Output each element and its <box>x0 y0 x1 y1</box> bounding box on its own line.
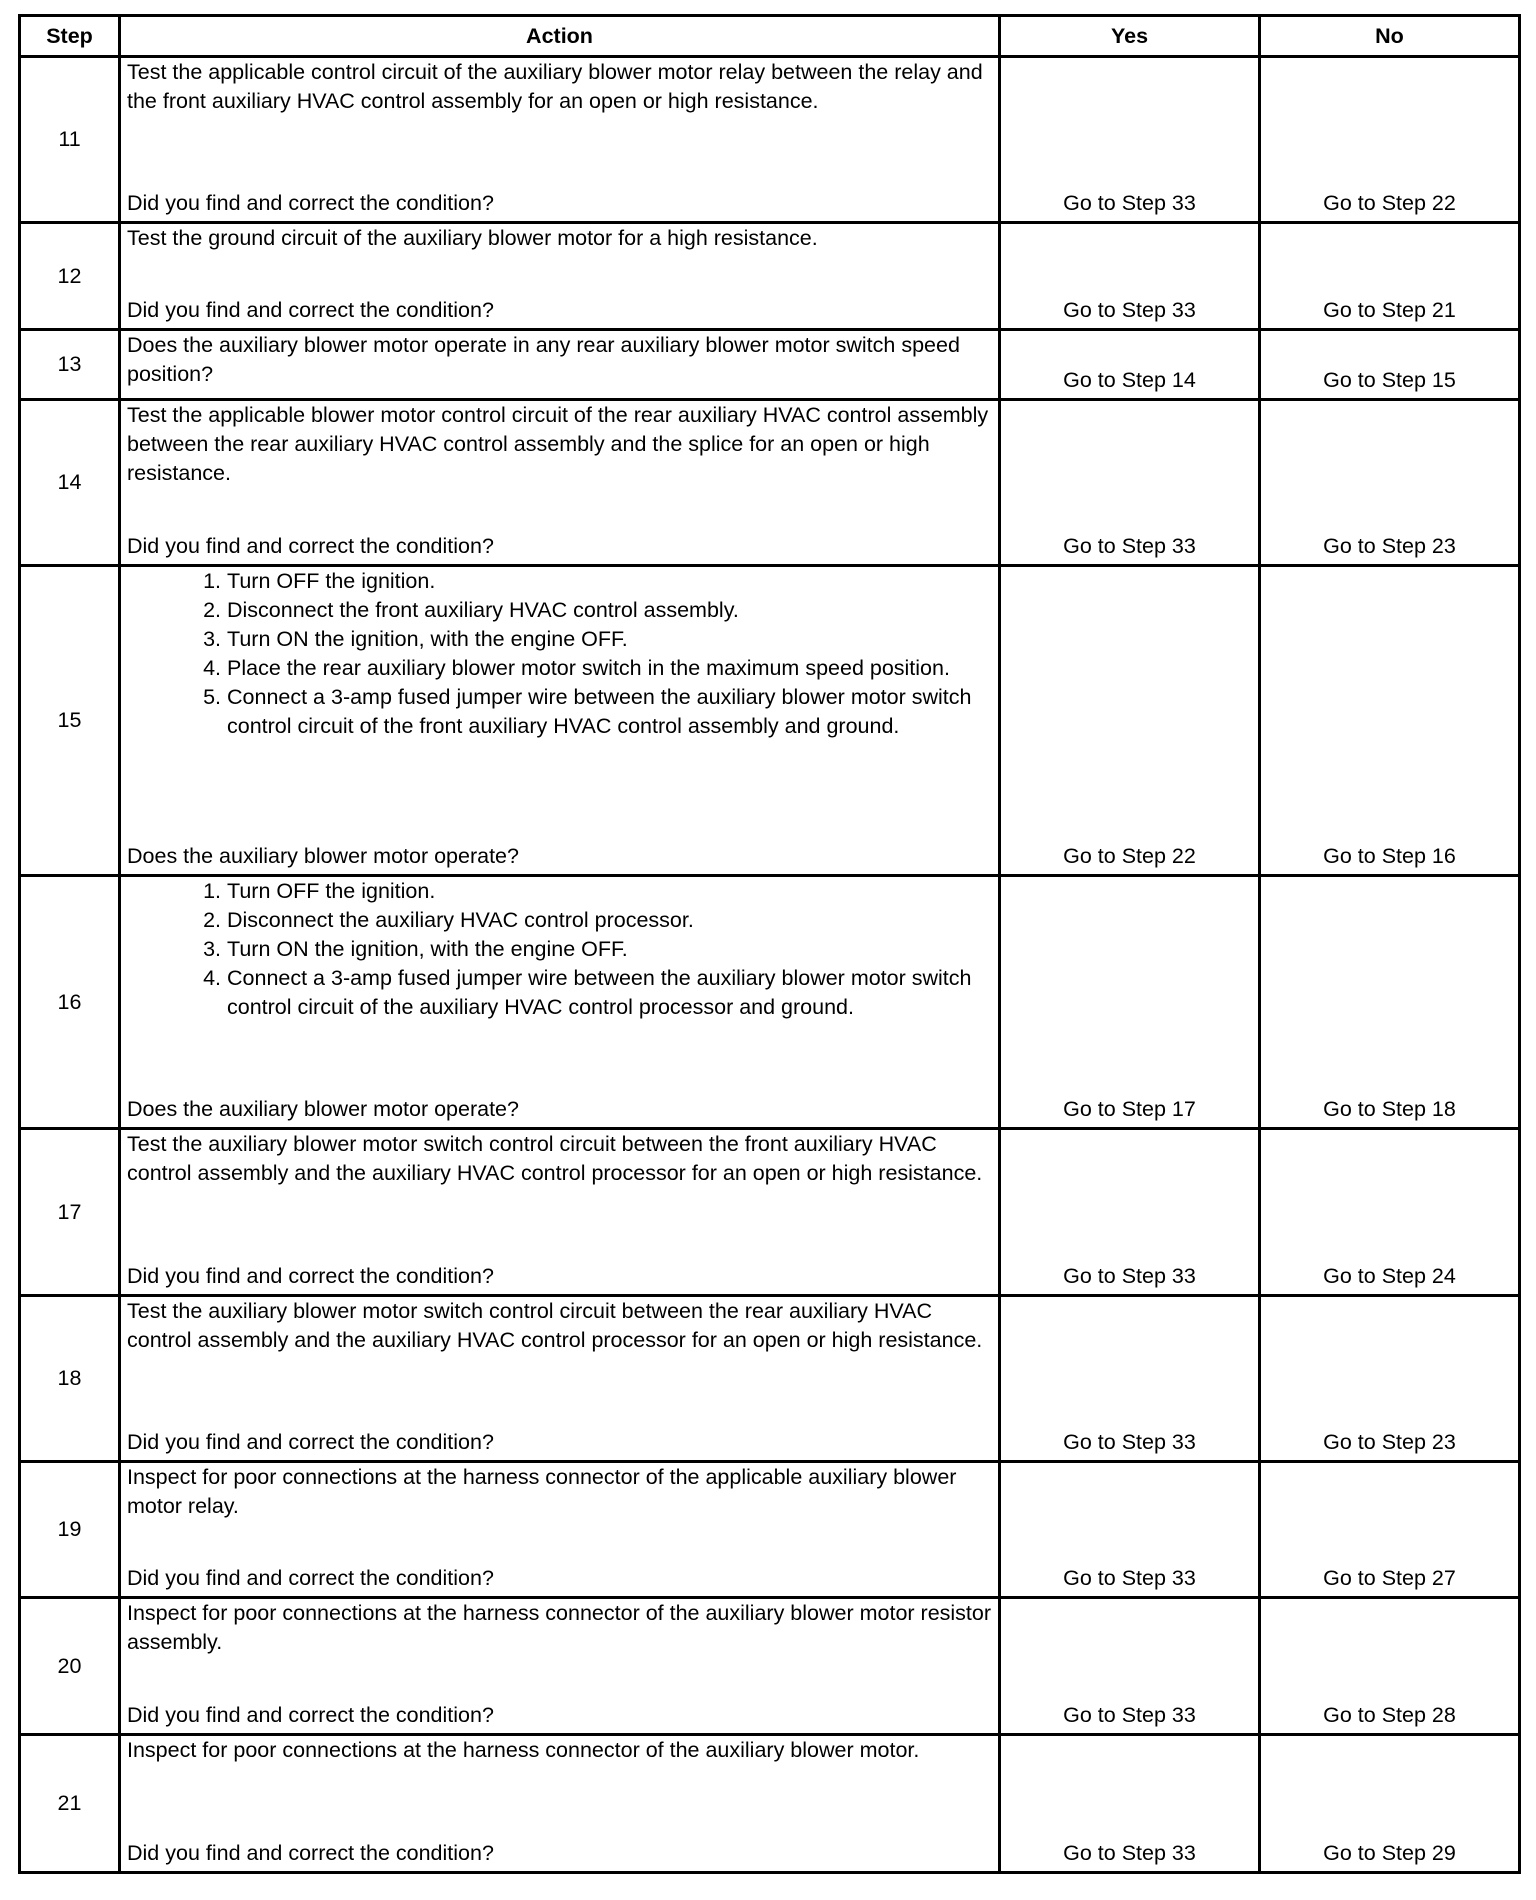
step-number: 16 <box>20 876 120 1129</box>
table-row <box>20 57 1520 223</box>
header-row <box>20 16 1520 57</box>
procedure-list <box>127 877 992 1022</box>
action-question: Did you find and correct the condition? <box>127 191 494 215</box>
header-step: Step <box>20 16 120 57</box>
step-number: 12 <box>20 223 120 330</box>
step-number: 17 <box>20 1129 120 1296</box>
action-question: Does the auxiliary blower motor operate? <box>127 844 519 868</box>
table-row <box>20 876 1520 1129</box>
yes-result: Go to Step 33 <box>1000 1296 1260 1462</box>
no-result: Go to Step 23 <box>1260 400 1520 566</box>
procedure-step: 1. Turn OFF the ignition. <box>227 877 992 906</box>
procedure-step: 3. Turn ON the ignition, with the engine OFF. <box>227 935 992 964</box>
action-text: Test the ground circuit of the auxiliary blower motor for a high resistance. <box>127 226 818 250</box>
action-question: Did you find and correct the condition? <box>127 1566 494 1590</box>
no-result: Go to Step 15 <box>1260 330 1520 400</box>
action-cell <box>120 330 1000 400</box>
action-text: Test the auxiliary blower motor switch control circuit between the rear auxiliary HVAC control assembly and the auxiliary HVAC control processor for an open or high resistance. <box>127 1299 983 1352</box>
yes-result: Go to Step 14 <box>1000 330 1260 400</box>
step-number: 20 <box>20 1598 120 1735</box>
table-row <box>20 1735 1520 1873</box>
header-no: No <box>1260 16 1520 57</box>
yes-result: Go to Step 33 <box>1000 57 1260 223</box>
step-number: 11 <box>20 57 120 223</box>
action-cell <box>120 1129 1000 1296</box>
step-number: 15 <box>20 566 120 876</box>
action-cell <box>120 57 1000 223</box>
table-row <box>20 1598 1520 1735</box>
action-cell <box>120 1598 1000 1735</box>
diagnostic-table <box>18 14 1521 1874</box>
yes-result: Go to Step 33 <box>1000 1735 1260 1873</box>
procedure-step: 4. Connect a 3-amp fused jumper wire between the auxiliary blower motor switch control circuit of the auxiliary HVAC control processor and ground. <box>227 964 992 1022</box>
table-row <box>20 1129 1520 1296</box>
procedure-list <box>127 567 992 741</box>
no-result: Go to Step 21 <box>1260 223 1520 330</box>
yes-result: Go to Step 22 <box>1000 566 1260 876</box>
table-row <box>20 1296 1520 1462</box>
action-text: Test the auxiliary blower motor switch control circuit between the front auxiliary HVAC control assembly and the auxiliary HVAC control processor for an open or high resistance. <box>127 1132 983 1185</box>
action-text: Test the applicable blower motor control circuit of the rear auxiliary HVAC control assembly between the rear auxiliary HVAC control assembly and the splice for an open or high resistance. <box>127 403 989 485</box>
action-question: Does the auxiliary blower motor operate in any rear auxiliary blower motor switch speed position? <box>127 333 960 386</box>
procedure-step: 4. Place the rear auxiliary blower motor switch in the maximum speed position. <box>227 654 992 683</box>
header-action: Action <box>120 16 1000 57</box>
action-text: Inspect for poor connections at the harness connector of the auxiliary blower motor. <box>127 1738 920 1762</box>
no-result: Go to Step 16 <box>1260 566 1520 876</box>
action-cell <box>120 400 1000 566</box>
table-row <box>20 330 1520 400</box>
yes-result: Go to Step 33 <box>1000 1462 1260 1598</box>
action-text: Test the applicable control circuit of the auxiliary blower motor relay between the relay and the front auxiliary HVAC control assembly for an open or high resistance. <box>127 60 983 113</box>
action-question: Did you find and correct the condition? <box>127 1430 494 1454</box>
action-question: Did you find and correct the condition? <box>127 298 494 322</box>
no-result: Go to Step 22 <box>1260 57 1520 223</box>
no-result: Go to Step 18 <box>1260 876 1520 1129</box>
table-row <box>20 1462 1520 1598</box>
no-result: Go to Step 27 <box>1260 1462 1520 1598</box>
action-cell <box>120 876 1000 1129</box>
action-cell <box>120 566 1000 876</box>
step-number: 21 <box>20 1735 120 1873</box>
step-number: 19 <box>20 1462 120 1598</box>
header-yes: Yes <box>1000 16 1260 57</box>
yes-result: Go to Step 33 <box>1000 223 1260 330</box>
no-result: Go to Step 28 <box>1260 1598 1520 1735</box>
yes-result: Go to Step 33 <box>1000 1129 1260 1296</box>
action-question: Does the auxiliary blower motor operate? <box>127 1097 519 1121</box>
action-question: Did you find and correct the condition? <box>127 534 494 558</box>
action-cell <box>120 1296 1000 1462</box>
procedure-step: 5. Connect a 3-amp fused jumper wire between the auxiliary blower motor switch control circuit of the front auxiliary HVAC control assembly and ground. <box>227 683 992 741</box>
no-result: Go to Step 29 <box>1260 1735 1520 1873</box>
action-cell <box>120 1735 1000 1873</box>
no-result: Go to Step 24 <box>1260 1129 1520 1296</box>
action-question: Did you find and correct the condition? <box>127 1264 494 1288</box>
table-row <box>20 566 1520 876</box>
action-question: Did you find and correct the condition? <box>127 1703 494 1727</box>
yes-result: Go to Step 17 <box>1000 876 1260 1129</box>
step-number: 18 <box>20 1296 120 1462</box>
procedure-step: 2. Disconnect the front auxiliary HVAC control assembly. <box>227 596 992 625</box>
procedure-step: 1. Turn OFF the ignition. <box>227 567 992 596</box>
action-question: Did you find and correct the condition? <box>127 1841 494 1865</box>
action-cell <box>120 1462 1000 1598</box>
step-number: 13 <box>20 330 120 400</box>
action-text: Inspect for poor connections at the harness connector of the applicable auxiliary blower motor relay. <box>127 1465 957 1518</box>
procedure-step: 3. Turn ON the ignition, with the engine OFF. <box>227 625 992 654</box>
procedure-step: 2. Disconnect the auxiliary HVAC control processor. <box>227 906 992 935</box>
action-cell <box>120 223 1000 330</box>
action-text: Inspect for poor connections at the harness connector of the auxiliary blower motor resistor assembly. <box>127 1601 992 1654</box>
yes-result: Go to Step 33 <box>1000 1598 1260 1735</box>
no-result: Go to Step 23 <box>1260 1296 1520 1462</box>
table-row <box>20 400 1520 566</box>
table-row <box>20 223 1520 330</box>
yes-result: Go to Step 33 <box>1000 400 1260 566</box>
step-number: 14 <box>20 400 120 566</box>
